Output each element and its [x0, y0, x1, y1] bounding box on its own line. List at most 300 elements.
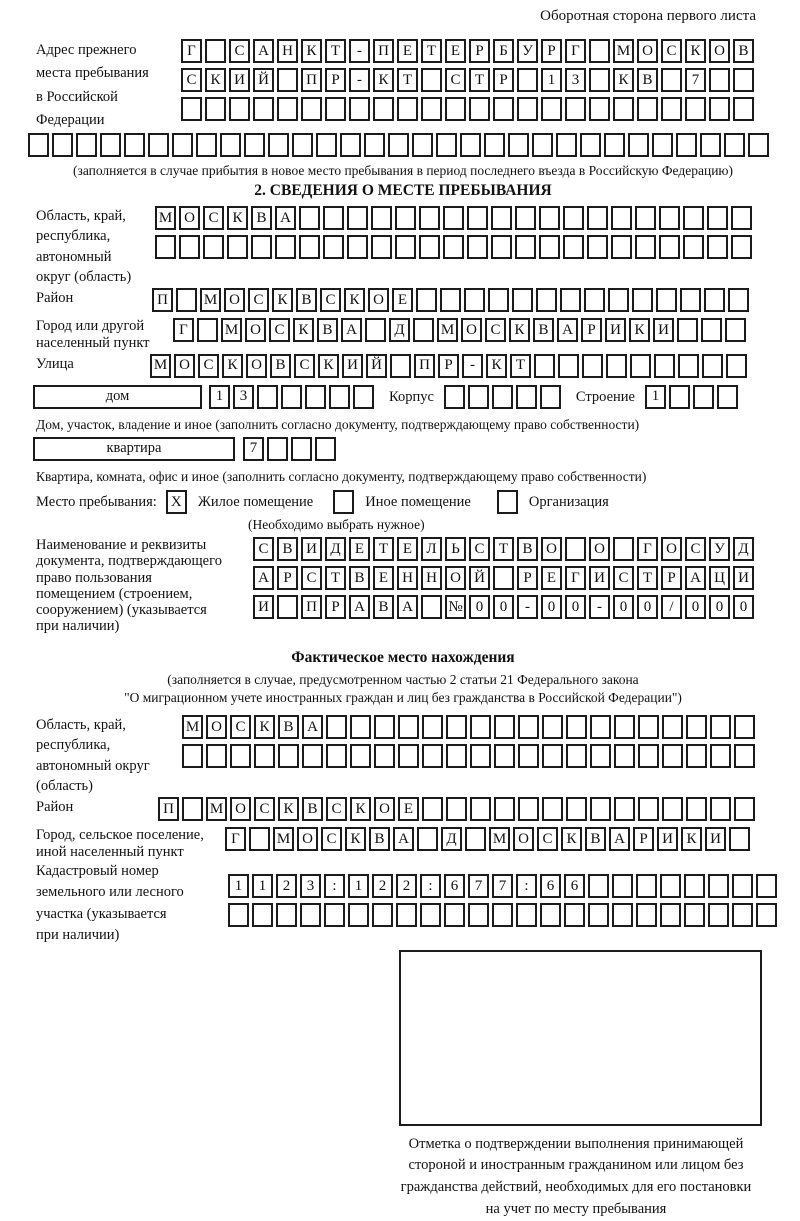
char-box[interactable]: 1 [541, 68, 562, 92]
char-box[interactable] [565, 97, 586, 121]
char-box[interactable]: С [321, 827, 342, 851]
char-box[interactable] [539, 235, 560, 259]
char-box[interactable]: Т [469, 68, 490, 92]
char-box[interactable] [172, 133, 193, 157]
char-box[interactable] [465, 827, 486, 851]
char-box[interactable]: П [152, 288, 173, 312]
char-box[interactable]: 7 [492, 874, 513, 898]
char-box[interactable] [542, 797, 563, 821]
char-box[interactable]: П [301, 595, 322, 619]
char-box[interactable]: У [709, 537, 730, 561]
char-box[interactable]: А [609, 827, 630, 851]
char-box[interactable]: 7 [685, 68, 706, 92]
char-box[interactable]: К [681, 827, 702, 851]
char-box[interactable]: - [349, 39, 370, 63]
char-box[interactable] [395, 235, 416, 259]
char-box[interactable]: И [705, 827, 726, 851]
char-box[interactable]: Т [397, 68, 418, 92]
char-box[interactable]: Т [421, 39, 442, 63]
char-box[interactable]: К [373, 68, 394, 92]
char-box[interactable] [662, 744, 683, 768]
char-box[interactable] [396, 903, 417, 927]
char-box[interactable]: 3 [233, 385, 254, 409]
house-type-box[interactable]: дом [33, 385, 202, 409]
char-box[interactable] [566, 744, 587, 768]
char-box[interactable]: В [296, 288, 317, 312]
char-box[interactable]: К [278, 797, 299, 821]
char-box[interactable] [419, 235, 440, 259]
char-box[interactable]: В [277, 537, 298, 561]
char-box[interactable]: А [557, 318, 578, 342]
char-box[interactable]: Ц [709, 566, 730, 590]
char-box[interactable]: А [341, 318, 362, 342]
char-box[interactable] [305, 385, 326, 409]
char-box[interactable] [587, 206, 608, 230]
char-box[interactable] [413, 318, 434, 342]
char-box[interactable] [278, 744, 299, 768]
char-box[interactable]: Д [733, 537, 754, 561]
char-box[interactable]: Т [510, 354, 531, 378]
char-box[interactable] [470, 744, 491, 768]
char-box[interactable]: 0 [613, 595, 634, 619]
char-box[interactable]: Д [441, 827, 462, 851]
char-box[interactable] [611, 206, 632, 230]
char-box[interactable]: О [206, 715, 227, 739]
char-box[interactable] [340, 133, 361, 157]
char-box[interactable]: О [445, 566, 466, 590]
char-box[interactable] [680, 288, 701, 312]
char-box[interactable]: 0 [685, 595, 706, 619]
char-box[interactable] [684, 874, 705, 898]
char-box[interactable] [316, 133, 337, 157]
char-box[interactable] [540, 903, 561, 927]
char-box[interactable] [590, 797, 611, 821]
char-box[interactable] [230, 744, 251, 768]
char-box[interactable]: Н [397, 566, 418, 590]
char-box[interactable] [556, 133, 577, 157]
char-box[interactable] [388, 133, 409, 157]
char-box[interactable] [710, 715, 731, 739]
char-box[interactable]: О [461, 318, 482, 342]
char-box[interactable] [659, 206, 680, 230]
char-box[interactable] [756, 874, 777, 898]
char-box[interactable] [494, 715, 515, 739]
char-box[interactable]: С [301, 566, 322, 590]
char-box[interactable]: Е [349, 537, 370, 561]
char-box[interactable]: К [509, 318, 530, 342]
char-box[interactable] [734, 715, 755, 739]
char-box[interactable] [589, 97, 610, 121]
char-box[interactable] [589, 68, 610, 92]
char-box[interactable]: К [222, 354, 243, 378]
char-box[interactable]: П [158, 797, 179, 821]
char-box[interactable] [589, 39, 610, 63]
char-box[interactable]: В [278, 715, 299, 739]
char-box[interactable]: Г [565, 566, 586, 590]
char-box[interactable] [678, 354, 699, 378]
char-box[interactable] [710, 744, 731, 768]
char-box[interactable] [446, 744, 467, 768]
char-box[interactable]: С [253, 537, 274, 561]
char-box[interactable]: 0 [709, 595, 730, 619]
char-box[interactable]: 1 [228, 874, 249, 898]
char-box[interactable] [614, 797, 635, 821]
char-box[interactable]: 0 [541, 595, 562, 619]
char-box[interactable]: С [269, 318, 290, 342]
char-box[interactable] [731, 235, 752, 259]
char-box[interactable] [469, 97, 490, 121]
char-box[interactable] [395, 206, 416, 230]
char-box[interactable] [492, 903, 513, 927]
char-box[interactable]: Р [661, 566, 682, 590]
char-box[interactable] [197, 318, 218, 342]
char-box[interactable] [636, 903, 657, 927]
char-box[interactable]: М [155, 206, 176, 230]
char-box[interactable] [100, 133, 121, 157]
char-box[interactable] [700, 133, 721, 157]
char-box[interactable]: 0 [565, 595, 586, 619]
char-box[interactable]: О [224, 288, 245, 312]
char-box[interactable]: И [657, 827, 678, 851]
char-box[interactable] [756, 903, 777, 927]
char-box[interactable]: М [200, 288, 221, 312]
char-box[interactable] [515, 206, 536, 230]
char-box[interactable] [446, 715, 467, 739]
char-box[interactable]: Е [398, 797, 419, 821]
char-box[interactable]: С [248, 288, 269, 312]
char-box[interactable]: 0 [493, 595, 514, 619]
char-box[interactable] [702, 354, 723, 378]
char-box[interactable] [733, 97, 754, 121]
char-box[interactable]: О [174, 354, 195, 378]
char-box[interactable]: В [270, 354, 291, 378]
char-box[interactable]: 3 [565, 68, 586, 92]
char-box[interactable] [517, 97, 538, 121]
char-box[interactable]: О [709, 39, 730, 63]
char-box[interactable] [748, 133, 769, 157]
char-box[interactable] [659, 235, 680, 259]
char-box[interactable] [227, 235, 248, 259]
char-box[interactable]: С [613, 566, 634, 590]
char-box[interactable]: Г [181, 39, 202, 63]
char-box[interactable]: А [253, 566, 274, 590]
char-box[interactable]: О [246, 354, 267, 378]
char-box[interactable]: М [613, 39, 634, 63]
char-box[interactable]: В [637, 68, 658, 92]
char-box[interactable] [365, 318, 386, 342]
char-box[interactable] [421, 68, 442, 92]
char-box[interactable] [606, 354, 627, 378]
char-box[interactable] [516, 903, 537, 927]
char-box[interactable]: В [317, 318, 338, 342]
char-box[interactable]: 2 [396, 874, 417, 898]
char-box[interactable] [253, 97, 274, 121]
char-box[interactable] [590, 744, 611, 768]
char-box[interactable] [566, 797, 587, 821]
char-box[interactable]: 7 [243, 437, 264, 461]
char-box[interactable] [717, 385, 738, 409]
char-box[interactable]: В [585, 827, 606, 851]
char-box[interactable]: К [561, 827, 582, 851]
char-box[interactable] [398, 744, 419, 768]
char-box[interactable] [436, 133, 457, 157]
char-box[interactable] [493, 566, 514, 590]
char-box[interactable] [445, 97, 466, 121]
char-box[interactable] [710, 797, 731, 821]
char-box[interactable]: П [414, 354, 435, 378]
char-box[interactable]: С [230, 715, 251, 739]
char-box[interactable] [325, 97, 346, 121]
char-box[interactable]: О [245, 318, 266, 342]
char-box[interactable] [613, 537, 634, 561]
char-box[interactable]: К [205, 68, 226, 92]
char-box[interactable] [440, 288, 461, 312]
char-box[interactable]: Е [445, 39, 466, 63]
char-box[interactable]: Г [565, 39, 586, 63]
char-box[interactable] [709, 68, 730, 92]
char-box[interactable] [470, 715, 491, 739]
char-box[interactable] [512, 288, 533, 312]
char-box[interactable]: П [301, 68, 322, 92]
char-box[interactable] [374, 744, 395, 768]
char-box[interactable] [558, 354, 579, 378]
char-box[interactable] [124, 133, 145, 157]
char-box[interactable] [203, 235, 224, 259]
char-box[interactable]: И [342, 354, 363, 378]
char-box[interactable]: К [293, 318, 314, 342]
char-box[interactable] [587, 235, 608, 259]
char-box[interactable]: М [273, 827, 294, 851]
char-box[interactable]: Е [397, 39, 418, 63]
char-box[interactable]: Г [637, 537, 658, 561]
char-box[interactable]: М [489, 827, 510, 851]
char-box[interactable]: Р [633, 827, 654, 851]
char-box[interactable] [348, 903, 369, 927]
char-box[interactable] [662, 715, 683, 739]
char-box[interactable]: А [253, 39, 274, 63]
char-box[interactable]: Т [637, 566, 658, 590]
char-box[interactable] [654, 354, 675, 378]
char-box[interactable] [257, 385, 278, 409]
char-box[interactable]: Н [277, 39, 298, 63]
char-box[interactable]: А [393, 827, 414, 851]
char-box[interactable] [419, 206, 440, 230]
char-box[interactable] [733, 68, 754, 92]
checkbox-residential[interactable]: X [166, 490, 187, 514]
char-box[interactable]: : [324, 874, 345, 898]
char-box[interactable]: 1 [348, 874, 369, 898]
char-box[interactable] [353, 385, 374, 409]
char-box[interactable] [350, 715, 371, 739]
char-box[interactable]: 6 [564, 874, 585, 898]
char-box[interactable] [518, 715, 539, 739]
char-box[interactable]: В [251, 206, 272, 230]
char-box[interactable]: К [629, 318, 650, 342]
char-box[interactable]: - [349, 68, 370, 92]
char-box[interactable] [412, 133, 433, 157]
char-box[interactable] [76, 133, 97, 157]
char-box[interactable] [291, 437, 312, 461]
char-box[interactable]: 0 [637, 595, 658, 619]
char-box[interactable] [661, 68, 682, 92]
char-box[interactable]: П [373, 39, 394, 63]
char-box[interactable] [267, 437, 288, 461]
char-box[interactable]: - [462, 354, 483, 378]
char-box[interactable] [731, 206, 752, 230]
char-box[interactable] [542, 744, 563, 768]
char-box[interactable] [632, 288, 653, 312]
char-box[interactable]: 3 [300, 874, 321, 898]
char-box[interactable]: Е [541, 566, 562, 590]
char-box[interactable] [397, 97, 418, 121]
char-box[interactable] [350, 744, 371, 768]
char-box[interactable] [446, 797, 467, 821]
char-box[interactable] [660, 903, 681, 927]
char-box[interactable] [323, 235, 344, 259]
char-box[interactable]: О [513, 827, 534, 851]
char-box[interactable] [443, 235, 464, 259]
char-box[interactable] [421, 97, 442, 121]
char-box[interactable]: О [637, 39, 658, 63]
char-box[interactable] [534, 354, 555, 378]
char-box[interactable]: Т [325, 39, 346, 63]
char-box[interactable] [662, 797, 683, 821]
char-box[interactable]: 0 [733, 595, 754, 619]
char-box[interactable] [638, 797, 659, 821]
char-box[interactable]: С [181, 68, 202, 92]
char-box[interactable] [277, 68, 298, 92]
char-box[interactable] [467, 206, 488, 230]
char-box[interactable]: К [345, 827, 366, 851]
char-box[interactable] [251, 235, 272, 259]
char-box[interactable]: М [437, 318, 458, 342]
char-box[interactable]: Г [173, 318, 194, 342]
char-box[interactable] [708, 903, 729, 927]
char-box[interactable]: В [369, 827, 390, 851]
char-box[interactable]: 2 [372, 874, 393, 898]
char-box[interactable] [229, 97, 250, 121]
char-box[interactable] [206, 744, 227, 768]
char-box[interactable]: Р [581, 318, 602, 342]
char-box[interactable] [734, 744, 755, 768]
char-box[interactable]: О [589, 537, 610, 561]
char-box[interactable]: С [254, 797, 275, 821]
char-box[interactable] [326, 744, 347, 768]
char-box[interactable]: Р [517, 566, 538, 590]
char-box[interactable] [614, 744, 635, 768]
char-box[interactable]: С [661, 39, 682, 63]
char-box[interactable]: Р [438, 354, 459, 378]
char-box[interactable] [347, 235, 368, 259]
char-box[interactable]: - [517, 595, 538, 619]
char-box[interactable]: К [685, 39, 706, 63]
char-box[interactable] [613, 97, 634, 121]
char-box[interactable] [182, 797, 203, 821]
char-box[interactable]: О [661, 537, 682, 561]
char-box[interactable] [299, 206, 320, 230]
char-box[interactable]: М [150, 354, 171, 378]
char-box[interactable] [374, 715, 395, 739]
char-box[interactable] [347, 206, 368, 230]
char-box[interactable] [468, 385, 489, 409]
char-box[interactable]: С [198, 354, 219, 378]
char-box[interactable]: И [253, 595, 274, 619]
char-box[interactable] [228, 903, 249, 927]
char-box[interactable]: Г [225, 827, 246, 851]
char-box[interactable]: И [589, 566, 610, 590]
char-box[interactable]: Д [325, 537, 346, 561]
char-box[interactable] [491, 206, 512, 230]
char-box[interactable] [541, 97, 562, 121]
char-box[interactable] [532, 133, 553, 157]
char-box[interactable]: О [179, 206, 200, 230]
char-box[interactable]: Т [325, 566, 346, 590]
char-box[interactable]: Р [541, 39, 562, 63]
char-box[interactable] [635, 235, 656, 259]
char-box[interactable]: С [537, 827, 558, 851]
char-box[interactable]: С [229, 39, 250, 63]
char-box[interactable]: Р [325, 68, 346, 92]
checkbox-other-premises[interactable] [333, 490, 354, 514]
char-box[interactable]: Р [325, 595, 346, 619]
char-box[interactable] [281, 385, 302, 409]
char-box[interactable] [421, 595, 442, 619]
char-box[interactable] [707, 206, 728, 230]
char-box[interactable]: М [221, 318, 242, 342]
char-box[interactable] [176, 288, 197, 312]
char-box[interactable] [444, 385, 465, 409]
char-box[interactable] [249, 827, 270, 851]
char-box[interactable] [728, 288, 749, 312]
char-box[interactable] [724, 133, 745, 157]
char-box[interactable] [612, 903, 633, 927]
char-box[interactable] [349, 97, 370, 121]
char-box[interactable] [252, 903, 273, 927]
char-box[interactable] [324, 903, 345, 927]
char-box[interactable] [179, 235, 200, 259]
char-box[interactable] [444, 903, 465, 927]
char-box[interactable] [542, 715, 563, 739]
char-box[interactable] [686, 715, 707, 739]
char-box[interactable] [614, 715, 635, 739]
char-box[interactable] [371, 235, 392, 259]
char-box[interactable]: С [320, 288, 341, 312]
char-box[interactable]: Н [421, 566, 442, 590]
char-box[interactable]: В [302, 797, 323, 821]
char-box[interactable]: С [445, 68, 466, 92]
char-box[interactable] [638, 744, 659, 768]
char-box[interactable]: С [203, 206, 224, 230]
char-box[interactable]: 7 [468, 874, 489, 898]
char-box[interactable]: Й [366, 354, 387, 378]
char-box[interactable]: А [685, 566, 706, 590]
char-box[interactable] [373, 97, 394, 121]
char-box[interactable] [693, 385, 714, 409]
char-box[interactable] [416, 288, 437, 312]
char-box[interactable] [205, 39, 226, 63]
char-box[interactable] [276, 903, 297, 927]
char-box[interactable] [635, 206, 656, 230]
char-box[interactable]: М [206, 797, 227, 821]
checkbox-organization[interactable] [497, 490, 518, 514]
char-box[interactable] [470, 797, 491, 821]
char-box[interactable]: С [469, 537, 490, 561]
char-box[interactable] [493, 97, 514, 121]
char-box[interactable]: А [397, 595, 418, 619]
char-box[interactable]: С [485, 318, 506, 342]
char-box[interactable] [420, 903, 441, 927]
char-box[interactable] [484, 133, 505, 157]
